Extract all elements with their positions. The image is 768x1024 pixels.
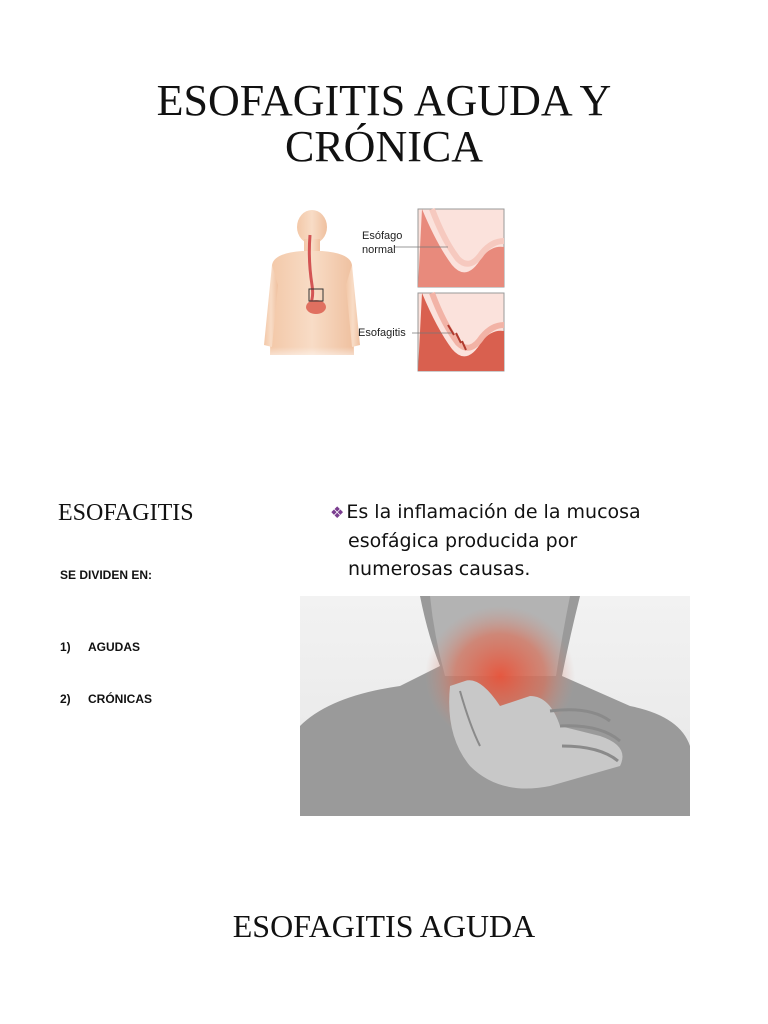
esophagus-diagram	[262, 205, 512, 377]
bullet-line-2: esofágica producida por	[348, 530, 578, 552]
throat-illustration	[300, 596, 690, 816]
section-title: ESOFAGITIS AGUDA	[232, 908, 536, 944]
slide-acute	[0, 880, 768, 1024]
type-list	[60, 640, 152, 744]
list-item	[60, 692, 152, 744]
list-number: 1)	[60, 640, 71, 654]
throat-pain-photo	[300, 596, 690, 816]
label-normal	[362, 229, 402, 257]
title-line-1: ESOFAGITIS AGUDA Y	[156, 76, 612, 125]
label-normal-line1: Esófago	[362, 230, 403, 242]
esofagitis-panel	[412, 293, 504, 371]
slide-title	[0, 0, 768, 420]
label-normal-line2: normal	[362, 244, 396, 256]
diamond-bullet-icon: ❖	[330, 503, 345, 522]
bullet-line-1: Es la inflamación de la mucosa	[346, 501, 641, 523]
title-line-2: CRÓNICA	[284, 122, 484, 171]
section-subtitle: SE DIVIDEN EN:	[60, 568, 153, 582]
list-number: 2)	[60, 692, 71, 706]
bullet-line-3: numerosas causas.	[348, 558, 531, 580]
list-label: AGUDAS	[88, 640, 141, 654]
normal-esophagus-panel	[394, 209, 504, 287]
list-item	[60, 640, 152, 692]
list-label: CRÓNICAS	[88, 692, 153, 706]
definition-bullet	[330, 498, 710, 583]
page-title	[84, 78, 684, 170]
torso-figure	[262, 210, 362, 365]
section-title: ESOFAGITIS	[58, 500, 194, 526]
label-esofagitis: Esofagitis	[358, 327, 406, 339]
slide-definition	[0, 460, 768, 840]
